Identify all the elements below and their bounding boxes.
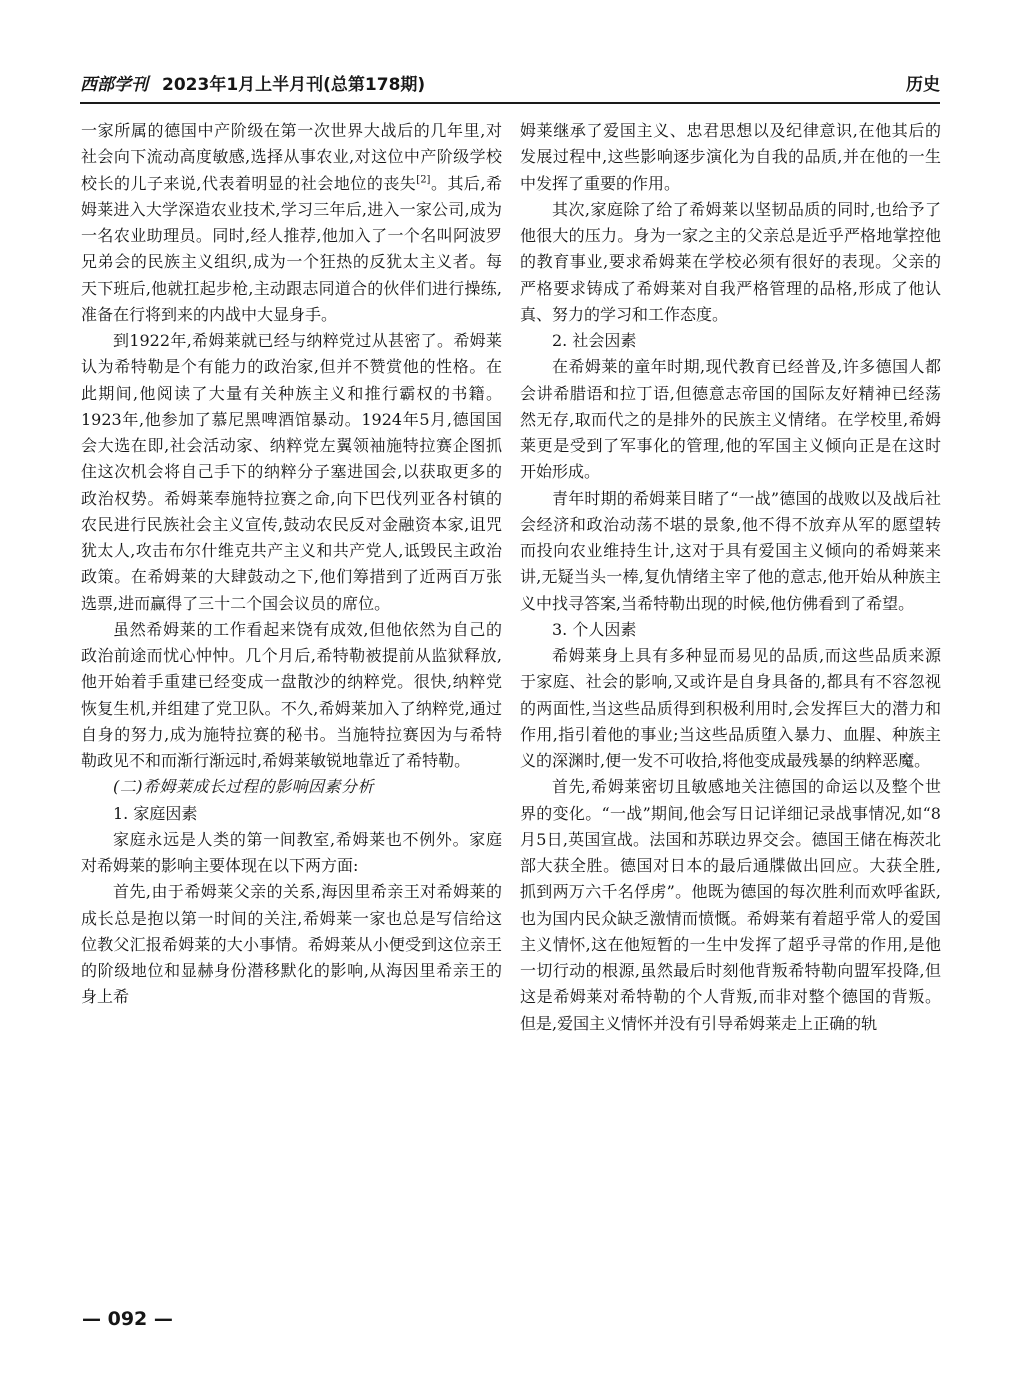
- paragraph-text: 首先,希姆莱密切且敏感地关注德国的命运以及整个世界的变化。“一战”期间,他会写日记详细记录战事情况,如“8月5日,英国宣战。法国和苏联边界交会。德国王储在梅茨北部大获全胜。德国对日本的最后通牒做出回应。大获全胜,抓到两万六千名俘虏”。他既为德国的每次胜利而欢呼雀跃,也为国内民众缺乏激情而愤慨。希姆莱有着超乎常人的爱国主义情怀,这在他短暂的一生中发挥了超乎寻常的作用,是他一切行动的根源,虽然最后时刻他背叛希特勒向盟军投降,但这是希姆莱对希特勒的个人背叛,而非对整个德国的背叛。但是,爱国主义情怀并没有引导希姆莱走上正确的轨: [520, 777, 941, 1033]
- paragraph: [81, 827, 502, 880]
- left-column: [81, 118, 502, 1298]
- section-heading: [520, 617, 941, 643]
- paragraph-text: 希姆莱身上具有多种显而易见的品质,而这些品质来源于家庭、社会的影响,又或许是自身具备的,都具有不容忽视的两面性,当这些品质得到积极利用时,会发挥巨大的潜力和作用,指引着他的事业;当这些品质堕入暴力、血腥、种族主义的深渊时,便一发不可收拾,将他变成最残暴的纳粹恶魔。: [520, 646, 941, 770]
- right-column: [520, 118, 941, 1298]
- journal-logo: 西部学刊: [80, 75, 148, 95]
- paragraph: [520, 643, 941, 774]
- paragraph-text: 3. 个人因素: [552, 619, 637, 639]
- paragraph-text: 家庭永远是人类的第一间教室,希姆莱也不例外。家庭对希姆莱的影响主要体现在以下两方面:: [81, 829, 502, 875]
- paragraph: [520, 774, 941, 1037]
- section-heading: [81, 801, 502, 827]
- paragraph: [520, 197, 941, 328]
- paragraph: [81, 617, 502, 775]
- header-divider: [80, 102, 940, 104]
- paragraph-text: 一家所属的德国中产阶级在第一次世界大战后的几年里,对社会向下流动高度敏感,选择从事农业,对这位中产阶级学校校长的儿子来说,代表着明显的社会地位的丧失: [81, 121, 502, 193]
- paragraph-text: 2. 社会因素: [552, 331, 637, 350]
- paragraph: [81, 328, 502, 617]
- paragraph-text: 其次,家庭除了给了希姆莱以坚韧品质的同时,也给予了他很大的压力。身为一家之主的父亲总是近乎严格地掌控他的教育事业,要求希姆莱在学校必须有很好的表现。父亲的严格要求铸成了希姆莱对自我严格管理的品格,形成了他认真、努力的学习和工作态度。: [520, 199, 941, 324]
- paragraph-text: 1. 家庭因素: [113, 803, 198, 823]
- section-label: 历史: [906, 75, 940, 95]
- citation-marker: [2]: [416, 174, 431, 186]
- section-heading: [520, 328, 941, 354]
- paragraph-text: 青年时期的希姆莱目睹了“一战”德国的战败以及战后社会经济和政治动荡不堪的景象,他不得不放弃从军的愿望转而投向农业维持生计,这对于具有爱国主义倾向的希姆莱来讲,无疑当头一棒,复仇情绪主宰了他的意志,他开始从种族主义中找寻答案,当希特勒出现的时候,他仿佛看到了希望。: [520, 488, 941, 613]
- paragraph-text: 姆莱继承了爱国主义、忠君思想以及纪律意识,在他其后的发展过程中,这些影响逐步演化为自我的品质,并在他的一生中发挥了重要的作用。: [520, 121, 941, 193]
- paragraph-text: (二)希姆莱成长过程的影响因素分析: [113, 777, 374, 797]
- section-heading: [81, 774, 502, 800]
- page-number: — 092 —: [82, 1308, 173, 1330]
- paragraph-text: 到1922年,希姆莱就已经与纳粹党过从甚密了。希姆莱认为希特勒是个有能力的政治家,但并不赞赏他的性格。在此期间,他阅读了大量有关种族主义和推行霸权的书籍。1923年,他参加了慕尼黑啤酒馆暴动。1924年5月,德国国会大选在即,社会活动家、纳粹党左翼领袖施特拉赛企图抓住这次机会将自己手下的纳粹分子塞进国会,以获取更多的政治权势。希姆莱奉施特拉赛之命,向下巴伐列亚各村镇的农民进行民族社会主义宣传,鼓动农民反对金融资本家,诅咒犹太人,攻击布尔什维克共产主义和共产党人,诋毁民主政治政策。在希姆莱的大肆鼓动之下,他们筹措到了近两百万张选票,进而赢得了三十二个国会议员的席位。: [81, 331, 502, 613]
- paragraph-text: 首先,由于希姆莱父亲的关系,海因里希亲王对希姆莱的成长总是抱以第一时间的关注,希姆莱一家也总是写信给这位教父汇报希姆莱的大小事情。希姆莱从小便受到这位亲王的阶级地位和显赫身份潜移默化的影响,从海因里希亲王的身上希: [81, 882, 502, 1007]
- paragraph: [520, 118, 941, 197]
- paragraph-text: 在希姆莱的童年时期,现代教育已经普及,许多德国人都会讲希腊语和拉丁语,但德意志帝国的国际友好精神已经荡然无存,取而代之的是排外的民族主义情绪。在学校里,希姆莱更是受到了军事化的管理,他的军国主义倾向正是在这时开始形成。: [520, 357, 941, 482]
- paragraph-text: 。其后,希姆莱进入大学深造农业技术,学习三年后,进入一家公司,成为一名农业助理员。同时,经人推荐,他加入了一个名叫阿波罗兄弟会的民族主义组织,成为一个狂热的反犹太主义者。每天下班后,他就扛起步枪,主动跟志同道合的伙伴们进行操练,准备在行将到来的内战中大显身手。: [81, 173, 502, 324]
- paragraph: [81, 118, 502, 328]
- issue-info: 2023年1月上半月刊(总第178期): [162, 75, 426, 95]
- running-header: [80, 72, 940, 98]
- paragraph: [81, 879, 502, 1010]
- paragraph: [520, 486, 941, 617]
- paragraph: [520, 354, 941, 485]
- paragraph-text: 虽然希姆莱的工作看起来饶有成效,但他依然为自己的政治前途而忧心忡忡。几个月后,希特勒被提前从监狱释放,他开始着手重建已经变成一盘散沙的纳粹党。很快,纳粹党恢复生机,并组建了党卫队。不久,希姆莱加入了纳粹党,通过自身的努力,成为施特拉赛的秘书。当施特拉赛因为与希特勒政见不和而渐行渐远时,希姆莱敏锐地靠近了希特勒。: [81, 619, 502, 770]
